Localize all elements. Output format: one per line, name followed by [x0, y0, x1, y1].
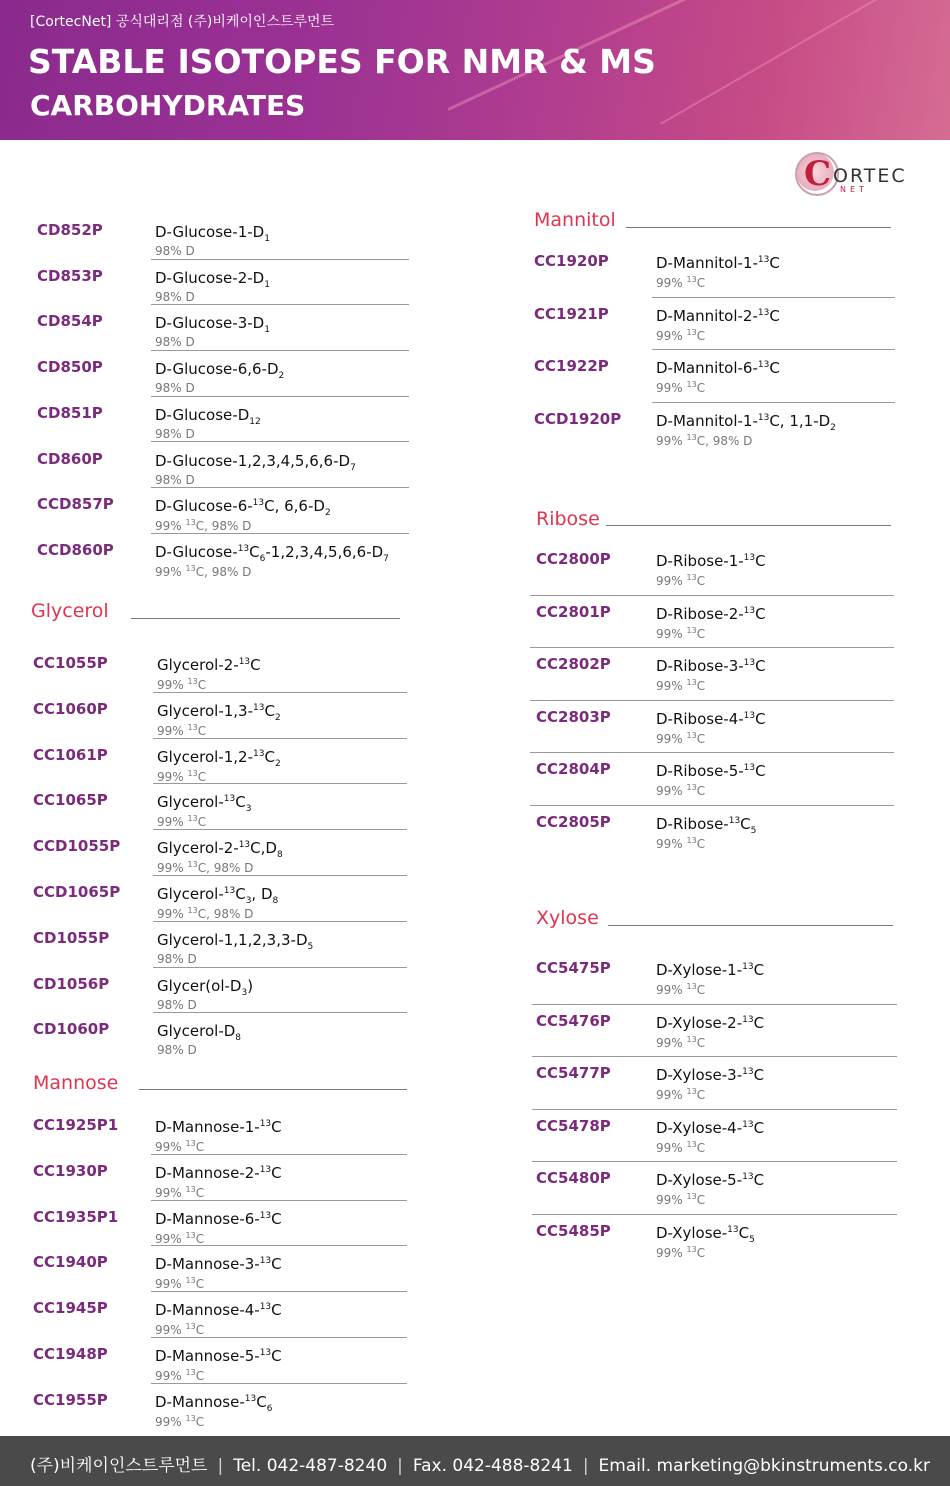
product-code: CC5478P — [536, 1116, 611, 1135]
product-name: D-Ribose-3-$^{13}$C — [656, 657, 766, 676]
row-divider — [532, 1056, 897, 1057]
row-divider — [532, 1004, 897, 1005]
product-name: Glycerol-$^{13}C_3$, $D_8$ — [157, 885, 279, 906]
row-divider — [151, 1245, 407, 1246]
product-row — [536, 1222, 916, 1268]
row-divider — [151, 396, 409, 397]
product-name: D-Mannitol-6-$^{13}$C — [656, 359, 780, 377]
product-row — [33, 1116, 413, 1162]
logo-c-letter: C — [804, 154, 832, 194]
product-code: CC1922P — [534, 357, 609, 375]
footer-divider: | — [397, 1456, 403, 1476]
product-code: CD851P — [37, 403, 103, 422]
product-code: CC5485P — [536, 1222, 611, 1240]
product-code: CC1055P — [33, 654, 108, 672]
product-code: CCD860P — [37, 540, 114, 559]
product-code: CC5475P — [536, 959, 611, 977]
row-divider — [153, 783, 407, 784]
product-name: $Glycer(ol-D_3)$ — [157, 976, 254, 998]
product-row — [37, 312, 417, 358]
product-name: D-Mannitol-1-$^{13}$C, $1,1-D_2$ — [656, 411, 836, 433]
product-row — [37, 358, 417, 404]
product-row — [33, 1345, 413, 1391]
product-name: D-Xylose-2-$^{13}$C — [656, 1013, 765, 1032]
product-name: D-Xylose-3-$^{13}$C — [656, 1066, 765, 1085]
product-enrichment: 99% $^{13}$C — [155, 1276, 205, 1292]
mannose-heading-rule — [139, 1089, 407, 1090]
product-row — [534, 410, 914, 456]
product-enrichment: 99% $^{13}$C — [656, 625, 706, 641]
product-row — [536, 760, 916, 806]
product-enrichment: 98% D — [155, 244, 195, 258]
product-row — [33, 975, 413, 1021]
product-name: D-Mannose-2-$^{13}$C — [155, 1163, 282, 1182]
product-enrichment: 99% $^{13}$C — [656, 678, 706, 694]
product-code: CC1060P — [33, 699, 108, 718]
product-code: CC2803P — [536, 707, 611, 726]
product-enrichment: 99% $^{13}$C — [656, 730, 706, 746]
product-enrichment: 99% $^{13}$C — [155, 1322, 205, 1338]
product-code: CC1925P1 — [33, 1116, 119, 1134]
xylose-heading: Xylose — [536, 907, 599, 929]
product-code: CD850P — [37, 358, 103, 377]
product-name: Glycerol-$1,3-^{13}C_2$ — [157, 701, 281, 723]
product-enrichment: 99% $^{13}$C — [155, 1368, 205, 1383]
product-row — [536, 1117, 916, 1163]
product-code: CC2805P — [536, 813, 611, 831]
product-name: D-Ribose-1-$^{13}$C — [656, 552, 766, 570]
row-divider — [532, 1214, 897, 1215]
product-code: CC2800P — [536, 550, 611, 568]
product-row — [33, 1299, 413, 1345]
row-divider — [153, 692, 407, 693]
distributor-tag: [CortecNet] 공식대리점 (주)비케이인스트루먼트 — [30, 14, 335, 30]
row-divider — [532, 1109, 897, 1110]
product-row — [534, 252, 914, 298]
product-code: CC1061P — [33, 745, 108, 764]
product-row — [536, 550, 916, 596]
product-enrichment: 99% $^{13}$C — [656, 783, 706, 799]
product-enrichment: 99% $^{13}$C — [656, 1139, 706, 1155]
product-enrichment: 98% D — [157, 951, 197, 966]
product-code: CC2804P — [536, 760, 611, 779]
product-row — [536, 1064, 916, 1110]
ribose-heading-rule — [606, 525, 891, 526]
product-code: CD853P — [37, 266, 103, 285]
mannose-heading: Mannose — [33, 1072, 119, 1094]
row-divider — [153, 875, 407, 876]
product-code: CD1055P — [33, 928, 110, 947]
product-enrichment: 99% $^{13}$C — [656, 327, 706, 343]
product-row — [534, 357, 914, 403]
product-enrichment: 98% D — [157, 997, 197, 1012]
product-row — [37, 404, 417, 450]
product-row — [536, 603, 916, 649]
row-divider — [530, 700, 894, 701]
row-divider — [532, 1161, 897, 1162]
product-enrichment: 99% $^{13}$C — [656, 836, 706, 851]
product-name: Glycerol-$1,1,2,3,3-D_5$ — [157, 930, 314, 952]
product-enrichment: 99% $^{13}$C — [656, 1245, 706, 1260]
product-row — [536, 959, 916, 1005]
product-name: Glycerol-2-$^{13}$C — [157, 656, 261, 674]
product-row — [33, 1253, 413, 1299]
product-row — [33, 1020, 413, 1066]
product-row — [536, 1169, 916, 1215]
product-name: $D-Ribose-^{13}C_5$ — [656, 815, 757, 836]
product-name: $D-Glucose-1-D_1$ — [155, 223, 270, 244]
product-name: Glycerol-$2-^{13}C,D_8$ — [157, 839, 283, 861]
product-enrichment: 99% $^{13}$C — [656, 573, 706, 588]
logo-net-text: NET — [840, 185, 868, 194]
product-enrichment: 98% D — [155, 426, 195, 441]
product-name: D-Glucose-6-$^{13}$C, $6,6-D_2$ — [155, 497, 331, 519]
product-row — [536, 1012, 916, 1058]
product-name: D-Mannose-5-$^{13}$C — [155, 1347, 282, 1365]
product-code: CC1921P — [534, 304, 609, 323]
product-enrichment: 99% $^{13}$C — [155, 1139, 205, 1154]
product-name: D-Xylose-5-$^{13}$C — [656, 1171, 765, 1190]
product-enrichment: 99% $^{13}$C — [656, 275, 706, 290]
product-enrichment: 98% D — [157, 1043, 197, 1058]
product-enrichment: 99% $^{13}$C — [157, 677, 207, 692]
row-divider — [652, 349, 895, 350]
product-row — [33, 791, 413, 837]
product-enrichment: 98% D — [155, 381, 195, 396]
row-divider — [151, 1291, 407, 1292]
row-divider — [530, 647, 894, 648]
mannitol-heading: Mannitol — [534, 209, 616, 231]
product-name: D-Mannose-6-$^{13}$C — [155, 1209, 282, 1228]
product-code: CC1945P — [33, 1299, 108, 1318]
product-row — [33, 1162, 413, 1208]
product-code: CC1948P — [33, 1345, 108, 1363]
product-row — [37, 450, 417, 496]
footer-divider: | — [217, 1456, 224, 1476]
product-code: CC2802P — [536, 655, 611, 674]
product-row — [536, 813, 916, 859]
product-name: $D-Mannose-^{13}C_6$ — [155, 1392, 273, 1414]
row-divider — [151, 304, 409, 305]
cortecnet-logo — [795, 152, 925, 198]
product-name: Glycerol-$^{13}C_3$ — [157, 793, 252, 815]
footer-email: Email. marketing@bkinstruments.co.kr — [598, 1456, 930, 1476]
product-row — [33, 837, 413, 883]
product-code: CCD1065P — [33, 883, 121, 901]
product-name: D-Mannose-4-$^{13}$C — [155, 1301, 282, 1320]
row-divider — [530, 805, 894, 806]
row-divider — [153, 921, 407, 922]
product-name: $D-Glucose-6,6-D_2$ — [155, 360, 285, 382]
product-enrichment: 99% $^{13}$C — [656, 982, 706, 997]
product-code: CC1930P — [33, 1161, 108, 1180]
product-name: D-Xylose-4-$^{13}$C — [656, 1118, 765, 1137]
product-code: CC1920P — [534, 252, 609, 270]
row-divider — [153, 829, 407, 830]
row-divider — [151, 1383, 407, 1384]
product-name: D-Ribose-4-$^{13}$C — [656, 709, 766, 728]
product-code: CD1056P — [33, 974, 110, 993]
product-row — [33, 1208, 413, 1254]
footer-divider: | — [582, 1456, 589, 1476]
product-name: D-Ribose-5-$^{13}$C — [656, 762, 766, 781]
product-row — [536, 708, 916, 754]
row-divider — [652, 297, 895, 298]
product-row — [33, 929, 413, 975]
footer-tel: Tel. 042-487-8240 — [233, 1456, 388, 1476]
product-name: $D-Glucose-2-D_1$ — [155, 268, 270, 290]
product-row — [37, 495, 417, 541]
row-divider — [153, 738, 407, 739]
product-enrichment: 99% $^{13}$C, 98% D — [157, 906, 254, 921]
row-divider — [151, 1337, 407, 1338]
product-name: D-Mannitol-2-$^{13}$C — [656, 306, 780, 325]
row-divider — [151, 487, 409, 488]
product-code: CD854P — [37, 312, 103, 331]
product-name: $D-Glucose-1,2,3,4,5,6,6-D_7$ — [155, 451, 356, 473]
product-row — [37, 221, 417, 267]
logo-ortec-text: ORTEC — [833, 165, 907, 187]
product-name: D-Mannose-3-$^{13}$C — [155, 1255, 282, 1274]
page-subtitle: CARBOHYDRATES — [30, 89, 306, 122]
product-enrichment: 99% $^{13}$C — [155, 1413, 205, 1429]
product-enrichment: 99% $^{13}$C — [157, 768, 207, 784]
row-divider — [151, 1200, 407, 1201]
product-enrichment: 99% $^{13}$C, 98% D — [656, 432, 753, 448]
product-code: CC1940P — [33, 1253, 108, 1272]
product-row — [33, 1391, 413, 1437]
row-divider — [151, 350, 409, 351]
row-divider — [153, 967, 407, 968]
product-name: $D-Glucose-D_{12}$ — [155, 405, 261, 427]
product-enrichment: 98% D — [155, 289, 195, 304]
product-enrichment: 99% $^{13}$C — [656, 1034, 706, 1050]
row-divider — [151, 441, 409, 442]
glycerol-heading-rule — [131, 618, 400, 619]
product-code: CC5477P — [536, 1064, 611, 1083]
product-row — [37, 267, 417, 313]
product-name: D-Mannitol-1-$^{13}$C — [656, 254, 780, 272]
product-enrichment: 99% $^{13}$C — [155, 1230, 205, 1246]
product-code: CC1065P — [33, 791, 108, 810]
row-divider — [153, 1012, 407, 1013]
product-code: CD852P — [37, 221, 103, 239]
product-enrichment: 99% $^{13}$C — [656, 380, 706, 395]
product-code: CC1955P — [33, 1390, 108, 1409]
product-enrichment: 99% $^{13}$C — [656, 1192, 706, 1208]
product-code: CC5476P — [536, 1011, 611, 1030]
row-divider — [151, 1154, 407, 1155]
footer-fax: Fax. 042-488-8241 — [412, 1456, 573, 1476]
page-title: STABLE ISOTOPES FOR NMR & MS — [28, 42, 656, 81]
ribose-heading: Ribose — [536, 508, 600, 530]
product-enrichment: 99% $^{13}$C, 98% D — [155, 518, 252, 534]
product-row — [534, 305, 914, 351]
contact-footer — [0, 1436, 950, 1486]
footer-company: (주)비케이인스트루먼트 — [30, 1456, 208, 1476]
product-code: CC5480P — [536, 1169, 611, 1188]
product-code: CCD1055P — [33, 837, 121, 856]
product-name: D-Xylose-1-$^{13}$C — [656, 961, 765, 979]
row-divider — [151, 259, 409, 260]
product-enrichment: 99% $^{13}$C — [157, 722, 207, 738]
product-enrichment: 98% D — [155, 472, 195, 487]
product-name: D-Mannose-1-$^{13}$C — [155, 1118, 282, 1136]
product-code: CC1935P1 — [33, 1207, 119, 1226]
product-name: $D-Glucose-3-D_1$ — [155, 314, 270, 336]
product-enrichment: 99% $^{13}$C, 98% D — [155, 563, 252, 579]
product-row — [37, 541, 417, 587]
row-divider — [530, 595, 894, 596]
product-enrichment: 99% $^{13}$C — [157, 814, 207, 830]
product-code: CD860P — [37, 449, 103, 468]
product-code: CC2801P — [536, 602, 611, 621]
product-code: CCD1920P — [534, 409, 622, 428]
product-name: Glycerol-$D_8$ — [157, 1022, 242, 1044]
product-row — [33, 700, 413, 746]
product-row — [33, 746, 413, 792]
product-enrichment: 99% $^{13}$C — [155, 1184, 205, 1200]
product-row — [33, 883, 413, 929]
product-enrichment: 98% D — [155, 335, 195, 350]
product-name: $D-Glucose-^{13}C_6-1,2,3,4,5,6,6-D_7$ — [155, 542, 389, 564]
product-code: CD1060P — [33, 1020, 110, 1039]
glycerol-heading: Glycerol — [31, 600, 109, 622]
row-divider — [652, 402, 895, 403]
header-banner — [0, 0, 950, 140]
product-name: $D-Xylose-^{13}C_5$ — [656, 1224, 755, 1245]
product-enrichment: 99% $^{13}$C, 98% D — [157, 860, 254, 876]
mannitol-heading-rule — [626, 227, 891, 228]
row-divider — [151, 533, 409, 534]
product-row — [536, 655, 916, 701]
product-enrichment: 99% $^{13}$C — [656, 1087, 706, 1103]
product-row — [33, 654, 413, 700]
xylose-heading-rule — [608, 925, 893, 926]
row-divider — [530, 752, 894, 753]
product-name: D-Ribose-2-$^{13}$C — [656, 604, 766, 623]
product-code: CCD857P — [37, 495, 114, 514]
product-name: Glycerol-$1,2-^{13}C_2$ — [157, 747, 281, 769]
